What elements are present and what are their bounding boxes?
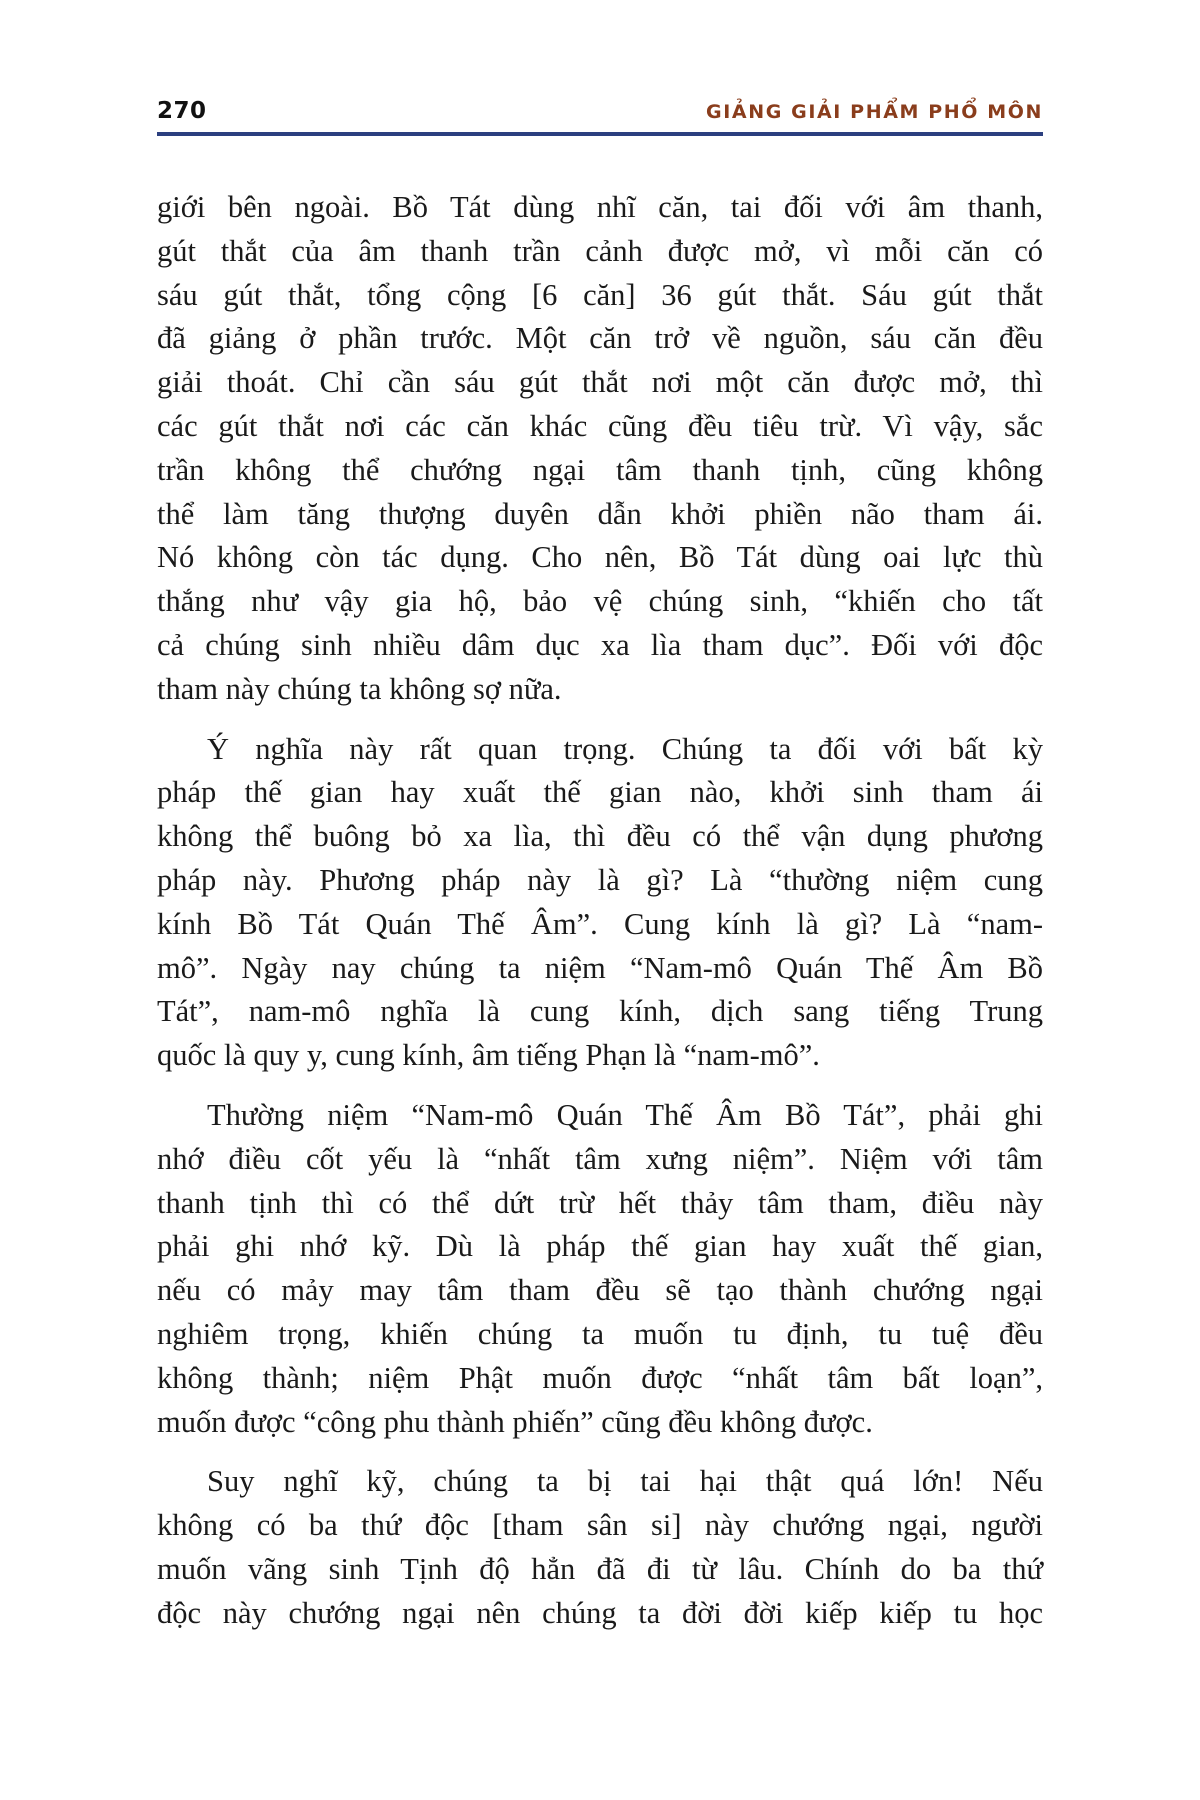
- text-line: giải thoát. Chỉ cần sáu gút thắt nơi một căn được mở, thì: [157, 365, 1043, 400]
- text-line: nếu có mảy may tâm tham đều sẽ tạo thành chướng ngại: [157, 1273, 1043, 1308]
- text-line: cả chúng sinh nhiều dâm dục xa lìa tham dục”. Đối với độc: [157, 627, 1043, 662]
- text-line: muốn vãng sinh Tịnh độ hẳn đã đi từ lâu. Chính do ba thứ: [157, 1551, 1043, 1586]
- body-text: [157, 186, 1043, 1652]
- running-title: GIẢNG GIẢI PHẨM PHỔ MÔN: [706, 101, 1043, 123]
- text-line: thể làm tăng thượng duyên dẫn khởi phiền não tham ái.: [157, 496, 1043, 531]
- text-line: Ý nghĩa này rất quan trọng. Chúng ta đối với bất kỳ: [207, 731, 1043, 766]
- text-line: mô”. Ngày nay chúng ta niệm “Nam-mô Quán Thế Âm Bồ: [157, 950, 1043, 985]
- paragraph: [157, 186, 1043, 712]
- page-header: [157, 96, 1043, 126]
- text-line: nhớ điều cốt yếu là “nhất tâm xưng niệm”. Niệm với tâm: [157, 1141, 1043, 1176]
- text-line: trần không thể chướng ngại tâm thanh tịnh, cũng không: [157, 452, 1043, 487]
- text-line: không thể buông bỏ xa lìa, thì đều có thể vận dụng phương: [157, 819, 1043, 854]
- text-line: phải ghi nhớ kỹ. Dù là pháp thế gian hay xuất thế gian,: [157, 1229, 1043, 1264]
- paragraph: [157, 1094, 1043, 1444]
- text-line: kính Bồ Tát Quán Thế Âm”. Cung kính là gì? Là “nam-: [157, 906, 1043, 941]
- text-line: tham này chúng ta không sợ nữa.: [157, 671, 562, 706]
- text-line: Tát”, nam-mô nghĩa là cung kính, dịch sang tiếng Trung: [157, 994, 1043, 1029]
- text-line: Nó không còn tác dụng. Cho nên, Bồ Tát dùng oai lực thù: [157, 540, 1043, 575]
- text-line: không có ba thứ độc [tham sân si] này chướng ngại, người: [157, 1508, 1043, 1543]
- text-line: pháp thế gian hay xuất thế gian nào, khởi sinh tham ái: [157, 775, 1043, 810]
- text-line: thanh tịnh thì có thể dứt trừ hết thảy tâm tham, điều này: [157, 1185, 1043, 1220]
- page-number: 270: [157, 98, 207, 124]
- text-line: không thành; niệm Phật muốn được “nhất tâm bất loạn”,: [157, 1360, 1043, 1395]
- paragraph: [157, 1460, 1043, 1635]
- text-line: giới bên ngoài. Bồ Tát dùng nhĩ căn, tai đối với âm thanh,: [157, 190, 1043, 224]
- text-line: Suy nghĩ kỹ, chúng ta bị tai hại thật quá lớn! Nếu: [207, 1464, 1043, 1499]
- text-line: gút thắt của âm thanh trần cảnh được mở, vì mỗi căn có: [157, 233, 1043, 268]
- text-line: Thường niệm “Nam-mô Quán Thế Âm Bồ Tát”, phải ghi: [207, 1097, 1043, 1132]
- paragraph: [157, 728, 1043, 1078]
- text-line: đã giảng ở phần trước. Một căn trở về nguồn, sáu căn đều: [157, 321, 1043, 356]
- text-line: các gút thắt nơi các căn khác cũng đều tiêu trừ. Vì vậy, sắc: [157, 408, 1043, 443]
- header-rule: [157, 132, 1043, 136]
- text-line: thắng như vậy gia hộ, bảo vệ chúng sinh, “khiến cho tất: [157, 584, 1043, 619]
- text-line: muốn được “công phu thành phiến” cũng đều không được.: [157, 1404, 873, 1439]
- text-line: độc này chướng ngại nên chúng ta đời đời kiếp kiếp tu học: [157, 1595, 1043, 1630]
- text-line: nghiêm trọng, khiến chúng ta muốn tu định, tu tuệ đều: [157, 1316, 1043, 1351]
- text-line: pháp này. Phương pháp này là gì? Là “thường niệm cung: [157, 862, 1043, 897]
- text-line: sáu gút thắt, tổng cộng [6 căn] 36 gút thắt. Sáu gút thắt: [157, 277, 1043, 312]
- text-line: quốc là quy y, cung kính, âm tiếng Phạn là “nam-mô”.: [157, 1038, 820, 1073]
